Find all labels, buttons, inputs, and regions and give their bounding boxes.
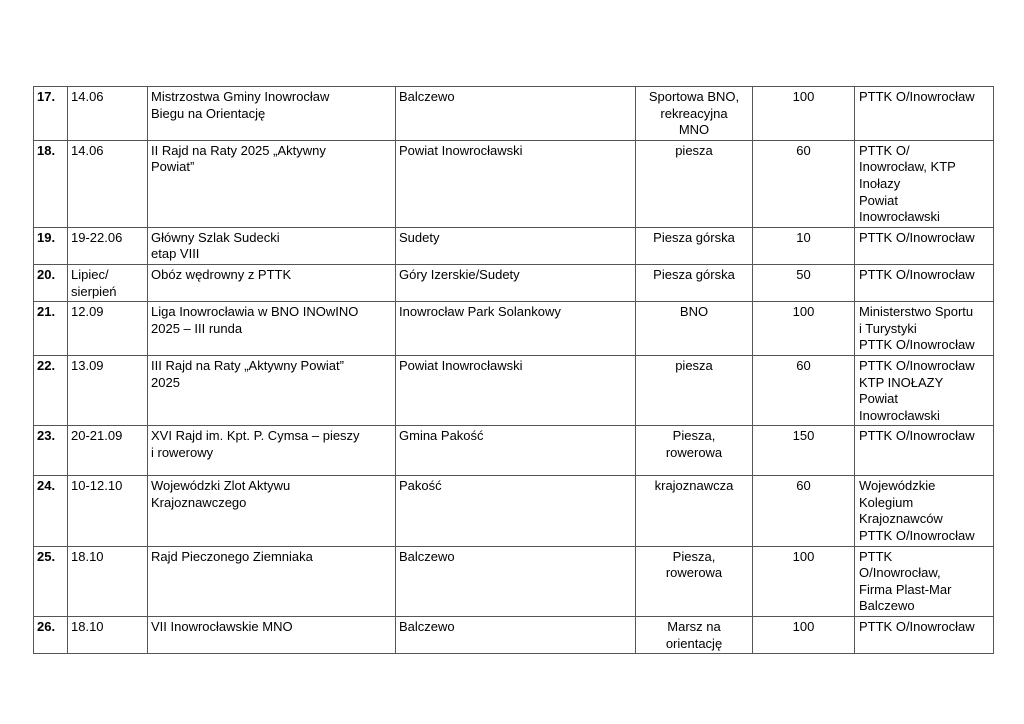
event-number: 19. [34,227,68,264]
participant-count: 60 [753,476,855,546]
event-type: BNO [636,302,753,356]
events-table [33,86,994,654]
event-name: III Rajd na Raty „Aktywny Powiat” 2025 [148,355,396,425]
participant-count: 100 [753,302,855,356]
table-row [34,546,994,616]
event-place: Pakość [396,476,636,546]
table-row [34,227,994,264]
event-date: 20-21.09 [68,426,148,476]
table-row [34,617,994,654]
event-type: Sportowa BNO, rekreacyjna MNO [636,87,753,141]
table-row [34,426,994,476]
event-place: Góry Izerskie/Sudety [396,264,636,301]
event-date: 18.10 [68,546,148,616]
event-organizer: PTTK O/Inowrocław, Firma Plast-Mar Balczewo [855,546,994,616]
event-number: 22. [34,355,68,425]
event-type: krajoznawcza [636,476,753,546]
participant-count: 10 [753,227,855,264]
event-name: Liga Inowrocławia w BNO INOwINO 2025 – III runda [148,302,396,356]
participant-count: 100 [753,617,855,654]
event-name: XVI Rajd im. Kpt. P. Cymsa – pieszy i rowerowy [148,426,396,476]
event-organizer: PTTK O/Inowrocław [855,227,994,264]
event-number: 18. [34,140,68,227]
event-organizer: Wojewódzkie Kolegium Krajoznawców PTTK O/Inowrocław [855,476,994,546]
event-date: 14.06 [68,140,148,227]
event-organizer: PTTK O/Inowrocław KTP INOŁAZY Powiat Inowrocławski [855,355,994,425]
event-type: piesza [636,355,753,425]
event-organizer: PTTK O/Inowrocław [855,264,994,301]
event-name: Główny Szlak Sudecki etap VIII [148,227,396,264]
table-row [34,302,994,356]
event-type: piesza [636,140,753,227]
events-table-body [34,87,994,654]
participant-count: 150 [753,426,855,476]
participant-count: 100 [753,87,855,141]
event-type: Piesza górska [636,227,753,264]
event-place: Powiat Inowrocławski [396,140,636,227]
event-number: 26. [34,617,68,654]
event-place: Sudety [396,227,636,264]
table-row [34,355,994,425]
event-number: 24. [34,476,68,546]
participant-count: 100 [753,546,855,616]
event-date: 10-12.10 [68,476,148,546]
event-type: Piesza, rowerowa [636,426,753,476]
event-type: Piesza górska [636,264,753,301]
event-number: 21. [34,302,68,356]
event-name: Wojewódzki Zlot Aktywu Krajoznawczego [148,476,396,546]
event-number: 20. [34,264,68,301]
event-type: Marsz na orientację [636,617,753,654]
event-place: Inowrocław Park Solankowy [396,302,636,356]
event-date: 18.10 [68,617,148,654]
event-number: 17. [34,87,68,141]
participant-count: 60 [753,140,855,227]
event-place: Balczewo [396,617,636,654]
table-row [34,476,994,546]
event-name: Rajd Pieczonego Ziemniaka [148,546,396,616]
participant-count: 50 [753,264,855,301]
event-date: 14.06 [68,87,148,141]
event-organizer: PTTK O/Inowrocław [855,87,994,141]
event-place: Gmina Pakość [396,426,636,476]
table-row [34,140,994,227]
event-date: 19-22.06 [68,227,148,264]
event-place: Balczewo [396,87,636,141]
event-number: 23. [34,426,68,476]
event-name: II Rajd na Raty 2025 „Aktywny Powiat” [148,140,396,227]
event-date: 12.09 [68,302,148,356]
event-organizer: PTTK O/Inowrocław [855,426,994,476]
participant-count: 60 [753,355,855,425]
event-name: Obóz wędrowny z PTTK [148,264,396,301]
event-name: VII Inowrocławskie MNO [148,617,396,654]
event-place: Powiat Inowrocławski [396,355,636,425]
table-row [34,264,994,301]
event-organizer: PTTK O/ Inowrocław, KTP Inołazy Powiat Inowrocławski [855,140,994,227]
event-date: Lipiec/ sierpień [68,264,148,301]
event-number: 25. [34,546,68,616]
event-place: Balczewo [396,546,636,616]
event-name: Mistrzostwa Gminy Inowrocław Biegu na Orientację [148,87,396,141]
event-date: 13.09 [68,355,148,425]
table-row [34,87,994,141]
event-organizer: Ministerstwo Sportu i Turystyki PTTK O/Inowrocław [855,302,994,356]
event-type: Piesza, rowerowa [636,546,753,616]
event-organizer: PTTK O/Inowrocław [855,617,994,654]
